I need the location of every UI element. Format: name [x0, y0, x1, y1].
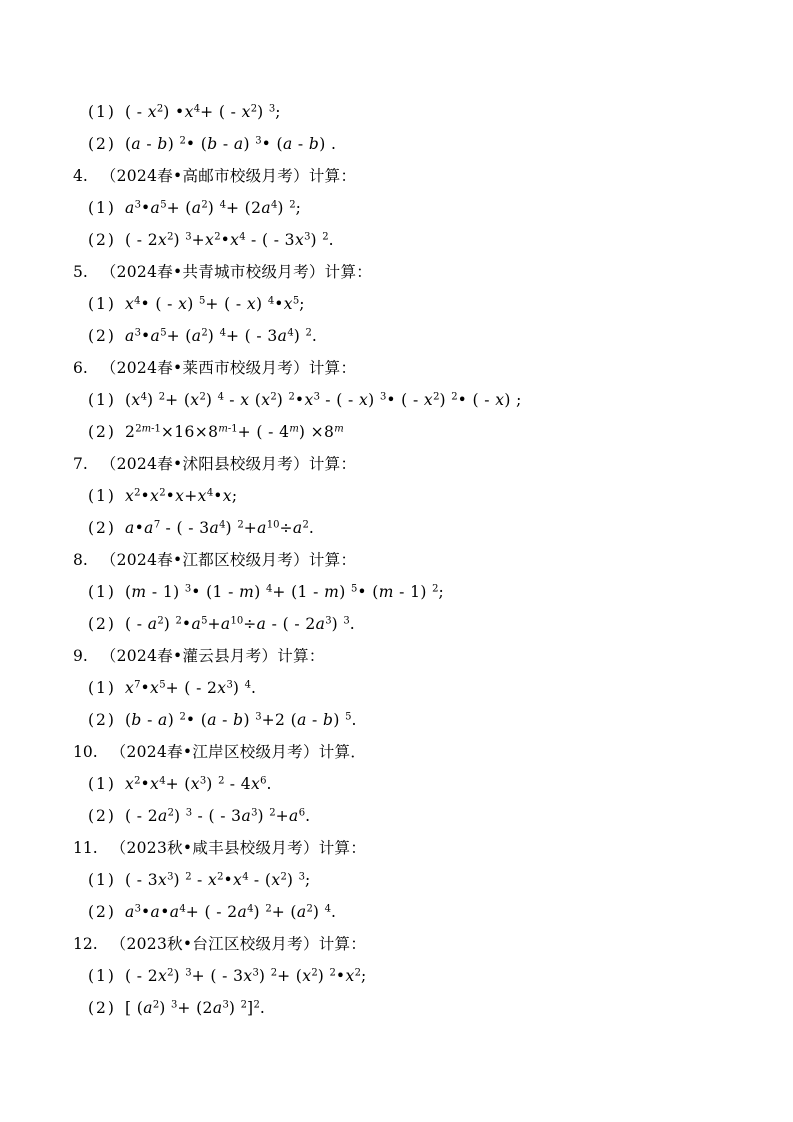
problem: [73, 160, 753, 256]
item-label: (1): [88, 295, 116, 313]
problem: [73, 96, 753, 160]
item-label: (1): [88, 391, 116, 409]
problem-item: [73, 288, 753, 320]
item-label: (1): [88, 967, 116, 985]
item-expression: $(x^4)$ $^2+ (x^2)$ $^4$ - x $(x^2)$ $^2•x^3$ - ( - x) $^3$• ( - $x^2$) $^2$• ( - x) ;: [124, 391, 522, 409]
problem-items: [73, 864, 753, 928]
problem-header: [73, 448, 753, 480]
problem-items: [73, 480, 753, 544]
problem-item: [73, 864, 753, 896]
item-expression: ( - $2x^2$) $^3$+ ( - $3x^3$) $^2+ (x^2)$ $^2•x^2$;: [124, 967, 367, 985]
problem-source: （2024春•灌云县月考）计算：: [100, 647, 325, 665]
problem-header: [73, 544, 753, 576]
item-expression: $a•a^7$ - ( - $3a^4$) $^2+a^{10}\div a^2$.: [124, 519, 315, 537]
problem-item: [73, 992, 753, 1024]
item-expression: ( - $2x^2$) $^3+x^2•x^4$ - ( - $3x^3$) $^2$.: [124, 231, 334, 249]
item-label: (1): [88, 679, 116, 697]
item-label: (1): [88, 487, 116, 505]
problem-source: （2024春•高邮市校级月考）计算：: [100, 167, 357, 185]
problem-number: 9.: [73, 647, 88, 665]
item-expression: $x^2•x^4+ (x^3)$ $^2 - 4x^6$.: [124, 775, 272, 793]
problem-item: [73, 800, 753, 832]
problem-item: [73, 224, 753, 256]
problem-items: [73, 960, 753, 1024]
problem-items: [73, 192, 753, 256]
problem-number: 8.: [73, 551, 88, 569]
problem-header: [73, 640, 753, 672]
problem-number: 10.: [73, 743, 98, 761]
problem-items: [73, 96, 753, 160]
problem-header: [73, 352, 753, 384]
problem-source: （2024春•江都区校级月考）计算：: [100, 551, 357, 569]
problem-source: （2024春•江岸区校级月考）计算．: [110, 743, 367, 761]
problem-number: 7.: [73, 455, 88, 473]
problem-number: 11.: [73, 839, 98, 857]
item-label: (1): [88, 103, 116, 121]
item-label: (2): [88, 519, 116, 537]
problem-number: 6.: [73, 359, 88, 377]
item-expression: ( - $3x^3$) $^2 - x^2•x^4 - (x^2)$ $^3$;: [124, 871, 311, 889]
problem-item: [73, 768, 753, 800]
item-expression: (b - a) $^2$• (a - b) $^3$+2 (a - b) $^5$.: [124, 711, 357, 729]
problem-item: [73, 960, 753, 992]
item-label: (2): [88, 999, 116, 1017]
item-expression: ( - $a^2$) $^2•a^5+a^{10}\div a$ - ( - $2a^3$) $^3$.: [124, 615, 356, 633]
problem-source: （2024春•莱西市校级月考）计算：: [100, 359, 357, 377]
problem: [73, 352, 753, 448]
problem-items: [73, 672, 753, 736]
item-expression: ( - $x^2$) $•x^4+$ ( - $x^2$) $^3$;: [124, 103, 281, 121]
problem-item: [73, 480, 753, 512]
item-expression: (m - 1) $^3$• (1 - m) $^4$+ (1 - m) $^5$• (m - 1) $^2$;: [124, 583, 445, 601]
problem-items: [73, 288, 753, 352]
problem-items: [73, 384, 753, 448]
problem-items: [73, 768, 753, 832]
item-label: (2): [88, 807, 116, 825]
item-label: (1): [88, 871, 116, 889]
problem-header: [73, 832, 753, 864]
problem-source: （2023秋•咸丰县校级月考）计算：: [110, 839, 367, 857]
item-expression: $a^3•a•a^4+$ ( - $2a^4$) $^2+ (a^2)$ $^4$.: [124, 903, 337, 921]
item-label: (2): [88, 615, 116, 633]
problem-items: [73, 576, 753, 640]
item-label: (2): [88, 135, 116, 153]
problem-header: [73, 256, 753, 288]
problem: [73, 832, 753, 928]
problem-item: [73, 320, 753, 352]
item-label: (1): [88, 199, 116, 217]
problem-item: [73, 192, 753, 224]
item-label: (2): [88, 423, 116, 441]
problem-header: [73, 160, 753, 192]
item-label: (2): [88, 903, 116, 921]
problem-source: （2024春•沭阳县校级月考）计算：: [100, 455, 357, 473]
problem-header: [73, 736, 753, 768]
problem-number: 12.: [73, 935, 98, 953]
problem: [73, 256, 753, 352]
item-expression: $a^3•a^5+ (a^2)$ $^4$+ ( - $3a^4$) $^2$.: [124, 327, 318, 345]
item-label: (2): [88, 231, 116, 249]
problem-source: （2024春•共青城市校级月考）计算：: [100, 263, 373, 281]
problem: [73, 544, 753, 640]
problem-item: [73, 896, 753, 928]
problem-item: [73, 416, 753, 448]
item-expression: $a^3•a^5+ (a^2)$ $^4+ (2a^4)$ $^2$;: [124, 199, 302, 217]
item-label: (2): [88, 711, 116, 729]
problem-item: [73, 128, 753, 160]
problem: [73, 736, 753, 832]
problem-number: 4.: [73, 167, 88, 185]
item-label: (1): [88, 775, 116, 793]
item-expression: $x^2•x^2•x+x^4•x$;: [124, 487, 238, 505]
item-label: (1): [88, 583, 116, 601]
item-expression: (a - b) $^2$• (b - a) $^3$• (a - b) .: [124, 135, 337, 153]
item-expression: ( - $2a^2$) $^3$ - ( - $3a^3$) $^2+a^6$.: [124, 807, 311, 825]
problem: [73, 640, 753, 736]
problem-number: 5.: [73, 263, 88, 281]
problem-item: [73, 384, 753, 416]
item-expression: [ $(a^2)$ $^3+ (2a^3)$ $^2$]$^2$.: [124, 999, 266, 1017]
item-label: (2): [88, 327, 116, 345]
item-expression: $x^7•x^5+$ ( - $2x^3$) $^4$.: [124, 679, 257, 697]
problem-item: [73, 512, 753, 544]
problem: [73, 928, 753, 1024]
problem-item: [73, 96, 753, 128]
item-expression: $x^4•$ ( - x) $^5$+ ( - x) $^4•x^5$;: [124, 295, 305, 313]
item-expression: $2^{2m-1}\times 16\times 8^{m-1}+$ ( - $4^m) \times 8^m$: [124, 423, 344, 441]
problem-item: [73, 672, 753, 704]
problem-item: [73, 576, 753, 608]
problem-item: [73, 704, 753, 736]
problem-header: [73, 928, 753, 960]
problem-source: （2023秋•台江区校级月考）计算：: [110, 935, 367, 953]
problem-item: [73, 608, 753, 640]
problem: [73, 448, 753, 544]
